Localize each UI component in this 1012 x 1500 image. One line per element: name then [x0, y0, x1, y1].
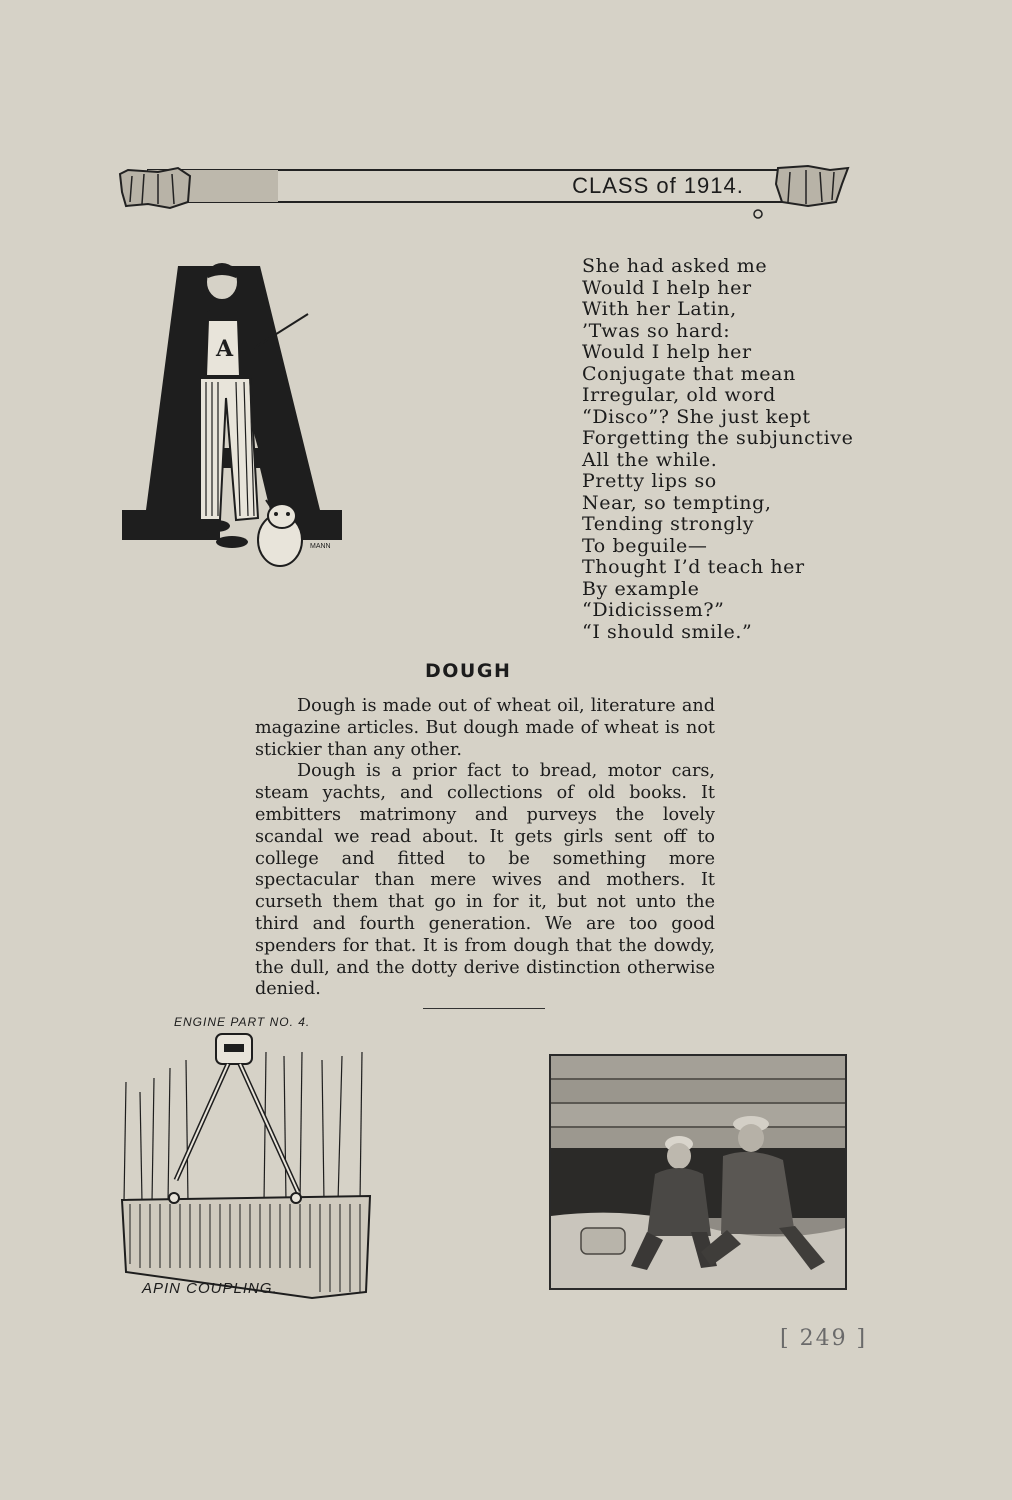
- letter-a-illustration: [120, 258, 360, 588]
- section-divider: [423, 1008, 545, 1009]
- cartoon-caption-bottom: APIN COUPLING.: [142, 1280, 278, 1297]
- poem-line: Would I help her: [582, 276, 752, 299]
- poem-line: With her Latin,: [582, 298, 737, 320]
- poem-line: “I should smile.”: [582, 620, 753, 643]
- poem-line: Pretty lips so: [582, 470, 717, 492]
- engine-cartoon: [116, 1012, 378, 1302]
- poem-line: All the while.: [582, 448, 718, 471]
- poem-line: ’Twas so hard:: [582, 319, 731, 342]
- poem-line: Forgetting the subjunctive: [582, 427, 854, 449]
- page-number: [ 249 ]: [780, 1326, 868, 1351]
- photo-two-men: [551, 1056, 845, 1288]
- article-body: [255, 696, 715, 1001]
- artist-signature: MANN: [310, 543, 331, 550]
- svg-text:A: A: [216, 336, 234, 362]
- article-paragraph: Dough is made out of wheat oil, literature and magazine articles. But dough made of wheat is not stickier than any other.: [255, 696, 715, 760]
- class-banner: [118, 162, 850, 220]
- poem-line: Thought I’d teach her: [582, 556, 805, 578]
- poem-line: She had asked me: [582, 255, 768, 277]
- poem-line: Conjugate that mean: [582, 362, 796, 385]
- poem-line: Irregular, old word: [582, 384, 776, 406]
- poem-line: To beguile—: [582, 534, 708, 557]
- banner-title: CLASS of 1914.: [572, 173, 744, 198]
- poem-line: Near, so tempting,: [582, 491, 772, 514]
- article-title: DOUGH: [425, 660, 512, 682]
- poem-line: “Didicissem?”: [582, 599, 725, 621]
- article-paragraph: Dough is a prior fact to bread, motor cars, steam yachts, and collections of old books. It embitters matrimony and purveys the lovely scandal we read about. It gets girls sent off to college and fitted to be something more spectacular than mere wives and mothers. It curseth them that go in for it, but not unto the third and fourth generation. We are too good spenders for that. It is from dough that the dowdy, the dull, and the dotty derive distinction otherwise denied.: [255, 761, 715, 1000]
- poem: [582, 256, 872, 643]
- photograph: [549, 1054, 847, 1290]
- poem-line: “Disco”? She just kept: [582, 405, 811, 428]
- poem-line: By example: [582, 577, 700, 600]
- cartoon-caption-top: ENGINE PART NO. 4.: [174, 1015, 311, 1029]
- poem-line: Would I help her: [582, 341, 752, 363]
- poem-line: Tending strongly: [582, 513, 755, 535]
